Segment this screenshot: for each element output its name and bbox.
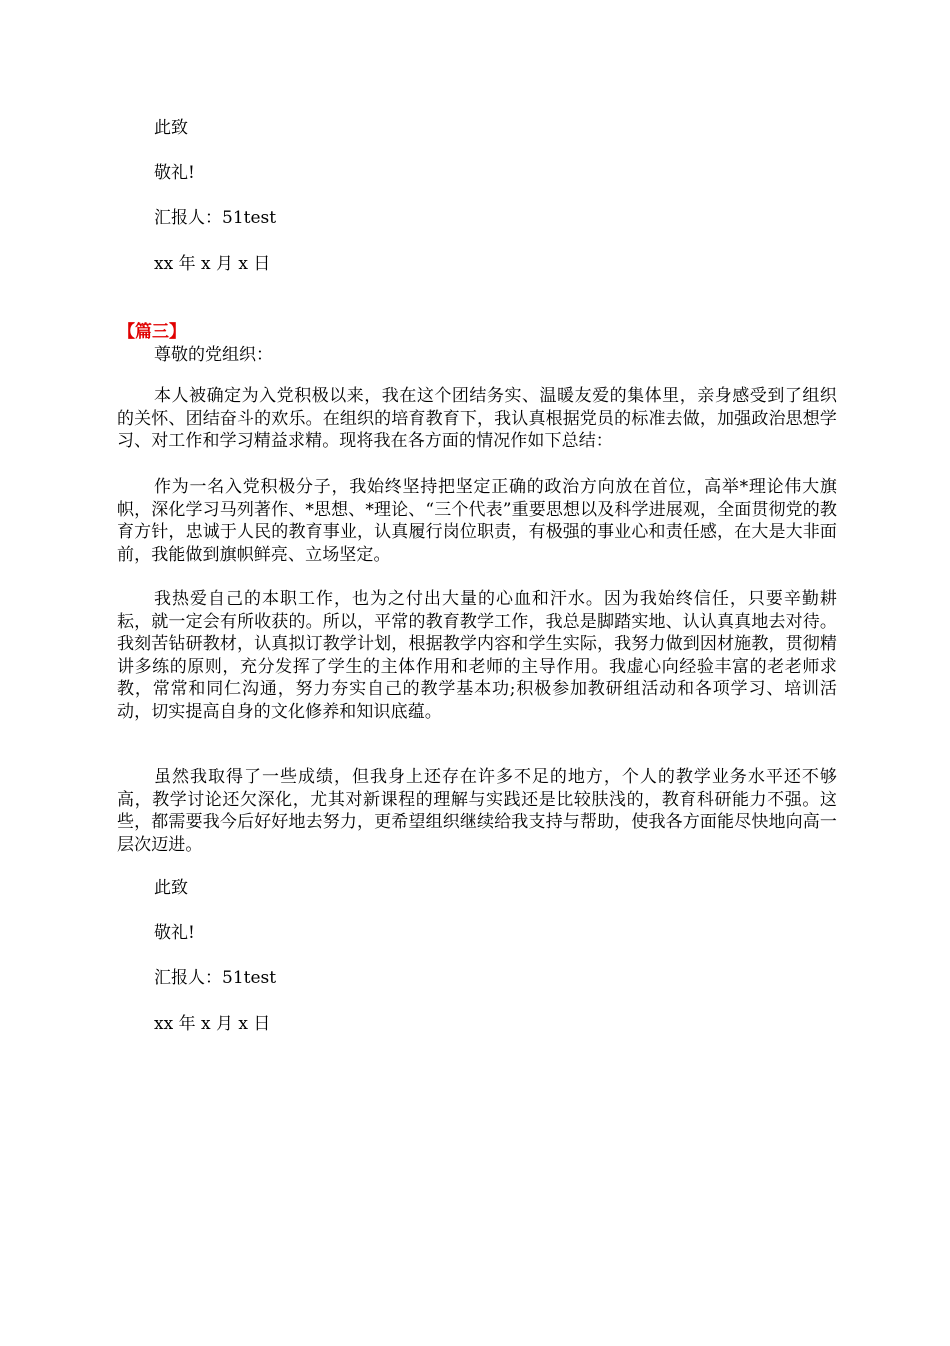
greeting-line: 尊敬的党组织： <box>154 345 273 365</box>
closing-salutation-bottom: 此致 <box>154 878 188 898</box>
paragraph-2: 作为一名入党积极分子，我始终坚持把坚定正确的政治方向放在首位，高举*理论伟大旗帜，深化学习马列著作、*思想、*理论、“三个代表”重要思想以及科学进展观，全面贯彻党的教育方针，忠诚于人民的教育事业，认真履行岗位职责，有极强的事业心和责任感，在大是大非面前，我能做到旗帜鲜亮、立场坚定。 <box>117 477 837 565</box>
section-heading: 【篇三】 <box>118 322 186 342</box>
paragraph-4: 虽然我取得了一些成绩，但我身上还存在许多不足的地方，个人的教学业务水平还不够高，教学讨论还欠深化，尤其对新课程的理解与实践还是比较肤浅的，教育科研能力不强。这些，都需要我今后好好地去努力，更希望组织继续给我支持与帮助，使我各方面能尽快地向高一层次迈进。 <box>117 767 837 855</box>
date-line-top: xx 年 x 月 x 日 <box>154 254 271 274</box>
reporter-line-top: 汇报人：51test <box>154 208 277 228</box>
closing-regards-bottom: 敬礼! <box>154 923 195 943</box>
reporter-line-bottom: 汇报人：51test <box>154 968 277 988</box>
paragraph-1: 本人被确定为入党积极以来，我在这个团结务实、温暖友爱的集体里，亲身感受到了组织的关怀、团结奋斗的欢乐。在组织的培育教育下，我认真根据党员的标准去做，加强政治思想学习、对工作和学习精益求精。现将我在各方面的情况作如下总结： <box>117 386 837 452</box>
paragraph-3: 我热爱自己的本职工作，也为之付出大量的心血和汗水。因为我始终信任，只要辛勤耕耘，就一定会有所收获的。所以，平常的教育教学工作，我总是脚踏实地、认认真真地去对待。我刻苦钻研教材，认真拟订教学计划，根据教学内容和学生实际，我努力做到因材施教，贯彻精讲多练的原则，充分发挥了学生的主体作用和老师的主导作用。我虚心向经验丰富的老老师求教，常常和同仁沟通，努力夯实自己的教学基本功;积极参加教研组活动和各项学习、培训活动，切实提高自身的文化修养和知识底蕴。 <box>117 589 837 722</box>
closing-salutation-top: 此致 <box>154 118 188 138</box>
closing-regards-top: 敬礼! <box>154 163 195 183</box>
date-line-bottom: xx 年 x 月 x 日 <box>154 1014 271 1034</box>
